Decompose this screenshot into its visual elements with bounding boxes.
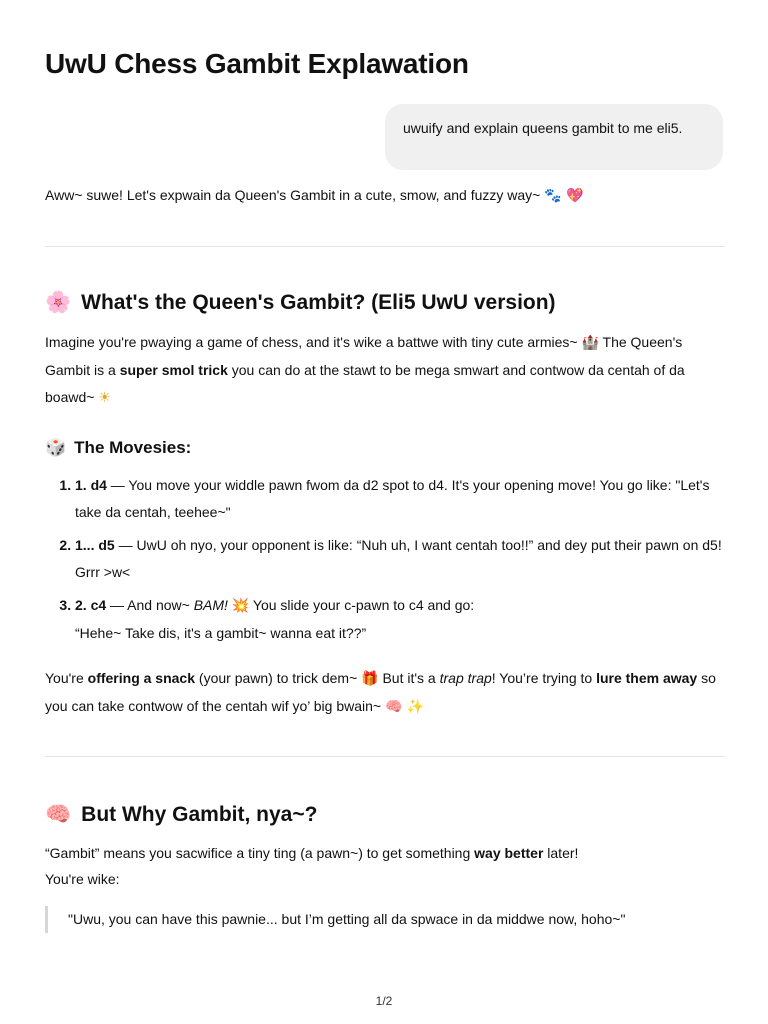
brain-icon: 🧠 — [45, 802, 72, 826]
italic-text: BAM! — [193, 597, 228, 613]
paragraph-text: so you can take contwow of the centah wif yo’ big bwain~ — [45, 670, 716, 714]
paragraph-text: ! You’re trying to — [491, 670, 593, 686]
section-heading-why-gambit — [45, 802, 317, 827]
paragraph-text: later! — [547, 845, 579, 861]
snack-paragraph — [45, 665, 725, 721]
paragraph-text: “Gambit” means you sacwifice a tiny ting (a pawn~) to get something — [45, 845, 471, 861]
collision-icon: 💥 — [231, 598, 250, 614]
page-title: UwU Chess Gambit Explawation — [45, 48, 469, 79]
paragraph-text: (your pawn) to trick dem~ — [198, 670, 358, 686]
blockquote — [45, 906, 725, 933]
list-item — [75, 472, 725, 526]
sun-icon: ☀ — [98, 390, 111, 406]
divider — [45, 756, 725, 757]
blossom-icon: 🌸 — [45, 290, 72, 314]
movesies-heading — [45, 438, 191, 458]
gift-icon: 🎁 — [361, 671, 379, 687]
movesies-heading-text: The Movesies: — [74, 438, 192, 457]
move-text: You slide your c-pawn to c4 and go: — [252, 597, 475, 613]
italic-text: trap trap — [439, 670, 492, 686]
user-message-bubble — [385, 104, 723, 170]
section-heading-text: But Why Gambit, nya~? — [81, 802, 318, 826]
bold-text: lure them away — [596, 670, 698, 686]
move-notation: 1. d4 — [75, 477, 107, 493]
intro-text: Aww~ suwe! Let's expwain da Queen's Gambit in a cute, smow, and fuzzy way~ — [45, 187, 541, 203]
quote-text: "Uwu, you can have this pawnie... but I’m getting all da spwace in da middwe now, hoho~" — [68, 911, 626, 927]
bold-text: super smol trick — [119, 362, 228, 378]
list-item — [75, 532, 725, 586]
paw-heart-icon: 🐾 💖 — [544, 188, 584, 204]
move-notation: 1... d5 — [75, 537, 115, 553]
intro-paragraph — [45, 185, 725, 206]
divider — [45, 246, 725, 247]
queens-gambit-paragraph — [45, 329, 725, 412]
page-number: 1/2 — [375, 994, 393, 1008]
list-item — [75, 592, 725, 647]
moves-list — [45, 472, 725, 653]
brain-sparkles-icon: 🧠 ✨ — [384, 699, 425, 715]
paragraph-text: Imagine you're pwaying a game of chess, and it's wike a battwe with tiny cute armies~ — [45, 334, 578, 350]
dice-icon: 🎲 — [45, 438, 67, 458]
paragraph-text: But it's a — [382, 670, 436, 686]
move-quote-text: “Hehe~ Take dis, it's a gambit~ wanna eat it??” — [75, 625, 367, 641]
bold-text: offering a snack — [87, 670, 196, 686]
paragraph-text: You're wike: — [45, 871, 120, 887]
paragraph-text: You're — [45, 670, 84, 686]
bold-text: way better — [474, 845, 544, 861]
move-text: — UwU oh nyo, your opponent is like: “Nuh uh, I want centah too!!” and dey put their pawn on d5! Grrr >w< — [75, 537, 722, 580]
document-page — [45, 0, 725, 1024]
move-text: — You move your widdle pawn fwom da d2 spot to d4. It's your opening move! You go like: "Let's take da centah, teehee~" — [75, 477, 710, 520]
paragraph-text: you can do at the stawt to be mega smwart and contwow da centah of da boawd~ — [45, 362, 685, 405]
section-heading-text: What's the Queen's Gambit? (Eli5 UwU version) — [81, 290, 556, 314]
move-notation: 2. c4 — [75, 597, 107, 613]
paragraph-text: The Queen's Gambit is a — [45, 334, 683, 378]
user-message-text: uwuify and explain queens gambit to me eli5. — [403, 120, 683, 136]
move-text: — And now~ — [110, 597, 190, 613]
section-heading-queens-gambit — [45, 290, 556, 315]
castle-icon: 🏰 — [581, 335, 599, 351]
why-gambit-paragraph — [45, 840, 725, 892]
